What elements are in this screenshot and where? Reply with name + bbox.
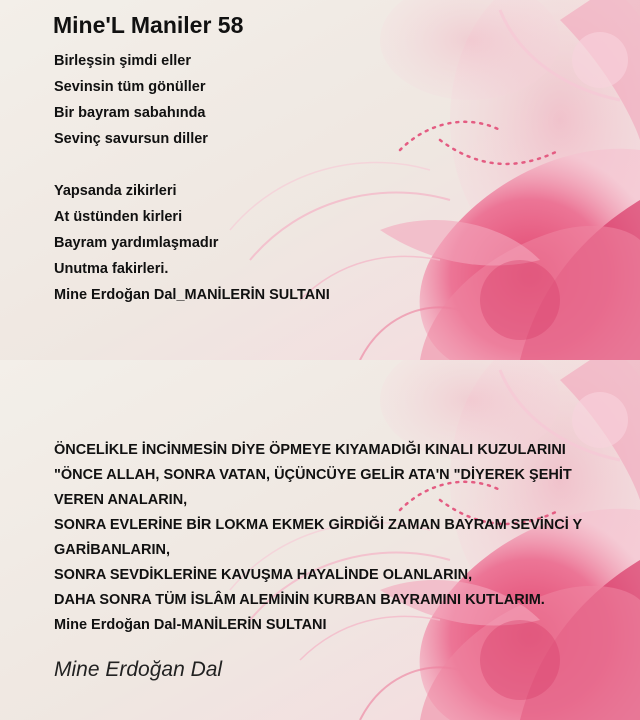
message-line: VEREN ANALARIN, — [54, 492, 188, 508]
poem-line: Birleşsin şimdi eller — [54, 53, 192, 69]
poem-line: Bir bayram sabahında — [54, 105, 206, 121]
message-line: DAHA SONRA TÜM İSLÂM ALEMİNİN KURBAN BAYRAMINI KUTLARIM. — [54, 592, 545, 608]
message-line: SONRA SEVDİKLERİNE KAVUŞMA HAYALİNDE OLANLARIN, — [54, 567, 473, 583]
poem-line: At üstünden kirleri — [54, 209, 183, 225]
poem-line: Bayram yardımlaşmadır — [54, 235, 219, 251]
message-line: "ÖNCE ALLAH, SONRA VATAN, ÜÇÜNCÜYE GELİR ATA'N "DİYEREK ŞEHİT — [54, 467, 572, 483]
message-line: GARİBANLARIN, — [54, 542, 170, 558]
poem-title: Mine'L Maniler 58 — [53, 12, 244, 38]
stanza-2 — [54, 178, 330, 308]
poem-line: Sevinsin tüm gönüller — [54, 79, 206, 95]
holiday-message — [54, 438, 582, 638]
poem-line: Sevinç savursun diller — [54, 131, 208, 147]
stanza-1 — [54, 48, 208, 152]
poem-author-line: Mine Erdoğan Dal_MANİLERİN SULTANI — [54, 287, 330, 303]
message-line: ÖNCELİKLE İNCİNMESİN DİYE ÖPMEYE KIYAMADIĞI KINALI KUZULARINI — [54, 442, 566, 458]
message-panel — [0, 360, 640, 720]
poem-line: Unutma fakirleri. — [54, 261, 169, 277]
message-author-line: Mine Erdoğan Dal-MANİLERİN SULTANI — [54, 617, 327, 633]
poem-line: Yapsanda zikirleri — [54, 183, 177, 199]
message-line: SONRA EVLERİNE BİR LOKMA EKMEK GİRDİĞİ ZAMAN BAYRAM SEVİNCİ Y — [54, 517, 583, 533]
author-signature: Mine Erdoğan Dal — [54, 658, 223, 681]
